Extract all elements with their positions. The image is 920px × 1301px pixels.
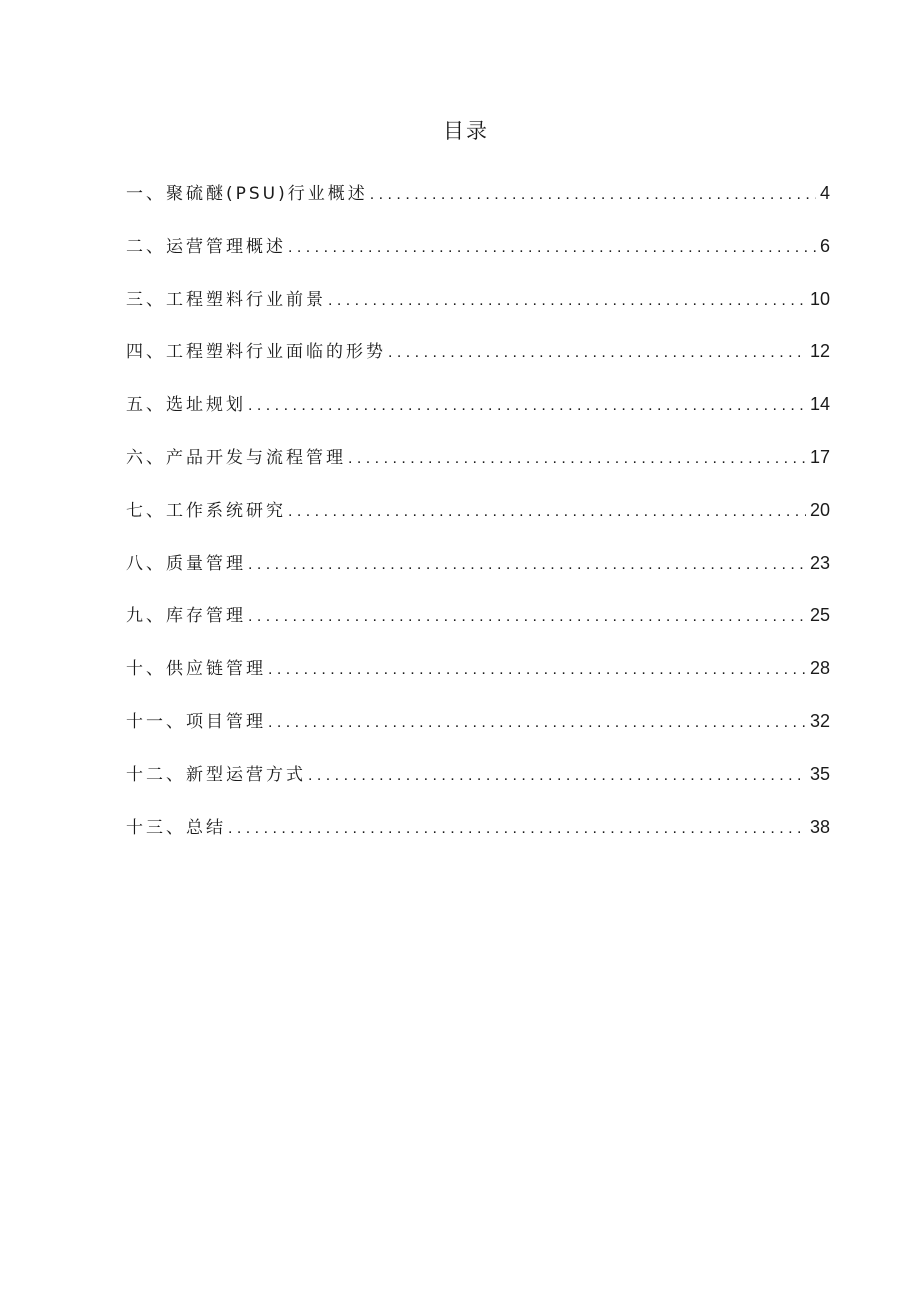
toc-dot-leader <box>348 444 806 474</box>
toc-entry-page: 20 <box>809 499 830 520</box>
toc-entry-page: 35 <box>809 763 830 784</box>
toc-entry-label: 十三、总结 <box>126 817 226 838</box>
toc-entry-label: 三、工程塑料行业前景 <box>126 289 326 310</box>
toc-entry[interactable] <box>126 548 830 601</box>
toc-title: 目录 <box>443 119 489 143</box>
toc-entry-page: 38 <box>809 816 830 837</box>
toc-entry[interactable] <box>126 442 830 495</box>
toc-dot-leader <box>248 550 806 580</box>
toc-entry-page: 32 <box>809 710 830 731</box>
toc-dot-leader <box>328 286 806 316</box>
toc-entry[interactable] <box>126 231 830 284</box>
toc-entry[interactable] <box>126 389 830 442</box>
toc-entry-page: 14 <box>809 394 830 415</box>
toc-entry[interactable] <box>126 284 830 337</box>
toc-entry-page: 4 <box>819 183 830 203</box>
toc-entry-page: 6 <box>819 235 830 256</box>
toc-entry-label: 四、工程塑料行业面临的形势 <box>126 342 386 363</box>
toc-entry[interactable] <box>126 495 830 548</box>
toc-dot-leader <box>268 708 806 738</box>
toc-entry-page: 17 <box>809 446 830 467</box>
toc-dot-leader <box>248 391 806 421</box>
toc-entry-label: 十一、项目管理 <box>126 711 266 732</box>
toc-entry-page: 25 <box>809 605 830 626</box>
toc-entry-label: 五、选址规划 <box>126 395 246 416</box>
toc-entry-label: 八、质量管理 <box>126 553 246 574</box>
toc-entry-label: 十二、新型运营方式 <box>126 764 306 785</box>
toc-entry[interactable] <box>126 653 830 706</box>
toc-dot-leader <box>370 180 816 210</box>
toc-entry-page: 23 <box>809 552 830 573</box>
toc-entry[interactable] <box>126 706 830 759</box>
toc-entry[interactable] <box>126 600 830 653</box>
toc-entry-page: 10 <box>809 288 830 309</box>
toc-entry-label: 九、库存管理 <box>126 606 246 627</box>
toc-entry[interactable] <box>126 336 830 389</box>
toc-dot-leader <box>288 233 816 263</box>
table-of-contents <box>126 178 830 864</box>
toc-entry-page: 28 <box>809 658 830 679</box>
toc-entry[interactable] <box>126 759 830 812</box>
toc-dot-leader <box>248 602 806 632</box>
toc-entry[interactable] <box>126 812 830 865</box>
toc-dot-leader <box>388 338 806 368</box>
toc-dot-leader <box>268 655 806 685</box>
toc-dot-leader <box>288 497 806 527</box>
toc-entry-label: 六、产品开发与流程管理 <box>126 447 346 468</box>
toc-entry[interactable] <box>126 178 830 231</box>
toc-entry-page: 12 <box>809 341 830 362</box>
toc-entry-label: 二、运营管理概述 <box>126 236 286 257</box>
toc-entry-label: 十、供应链管理 <box>126 659 266 680</box>
toc-entry-label: 一、聚硫醚(PSU)行业概述 <box>126 184 368 204</box>
toc-dot-leader <box>228 814 806 844</box>
toc-entry-label: 七、工作系统研究 <box>126 500 286 521</box>
toc-dot-leader <box>308 761 806 791</box>
